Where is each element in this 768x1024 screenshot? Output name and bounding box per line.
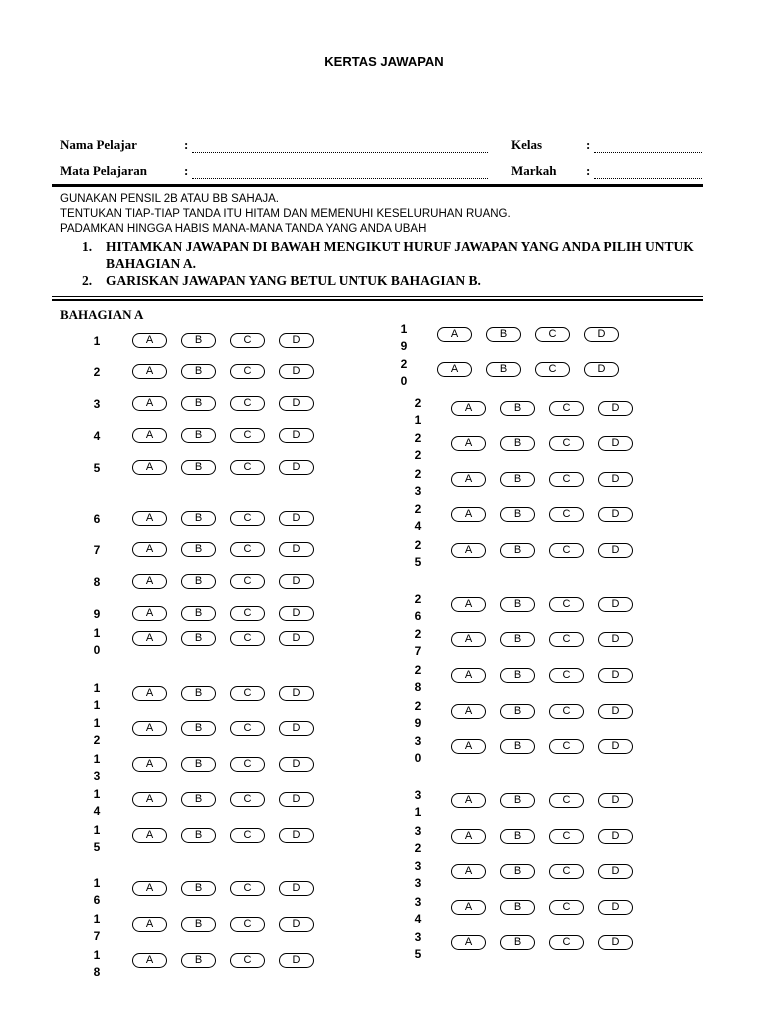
answer-bubble-7-b[interactable]: B xyxy=(181,542,216,557)
answer-bubble-6-d[interactable]: D xyxy=(279,511,314,526)
answer-row-16 xyxy=(132,881,314,896)
answer-bubble-14-a[interactable]: A xyxy=(132,792,167,807)
answer-bubble-24-a[interactable]: A xyxy=(451,507,486,522)
answer-bubble-21-c[interactable]: C xyxy=(549,401,584,416)
answer-bubble-25-a[interactable]: A xyxy=(451,543,486,558)
answer-bubble-10-d[interactable]: D xyxy=(279,631,314,646)
colon: : xyxy=(184,163,189,178)
answer-bubble-8-c[interactable]: C xyxy=(230,574,265,589)
answer-bubble-10-c[interactable]: C xyxy=(230,631,265,646)
answer-row-10 xyxy=(132,631,314,646)
answer-row-2 xyxy=(132,364,314,379)
question-number: 7 xyxy=(93,543,101,557)
answer-row-34 xyxy=(451,900,633,915)
answer-row-28 xyxy=(451,668,633,683)
answer-bubble-11-b[interactable]: B xyxy=(181,686,216,701)
answer-bubble-32-d[interactable]: D xyxy=(598,829,633,844)
answer-bubble-23-b[interactable]: B xyxy=(500,472,535,487)
answer-bubble-34-c[interactable]: C xyxy=(549,900,584,915)
answer-bubble-25-c[interactable]: C xyxy=(549,543,584,558)
answer-bubble-32-b[interactable]: B xyxy=(500,829,535,844)
question-number: 5 xyxy=(93,461,101,475)
answer-bubble-6-b[interactable]: B xyxy=(181,511,216,526)
answer-bubble-21-b[interactable]: B xyxy=(500,401,535,416)
answer-bubble-11-d[interactable]: D xyxy=(279,686,314,701)
answer-row-23 xyxy=(451,472,633,487)
divider xyxy=(52,296,703,297)
answer-bubble-29-a[interactable]: A xyxy=(451,704,486,719)
section-title: BAHAGIAN A xyxy=(60,307,144,322)
answer-bubble-4-b[interactable]: B xyxy=(181,428,216,443)
question-number: 2 6 xyxy=(414,592,422,623)
answer-row-32 xyxy=(451,829,633,844)
answer-bubble-20-d[interactable]: D xyxy=(584,362,619,377)
answer-bubble-15-b[interactable]: B xyxy=(181,828,216,843)
answer-bubble-28-a[interactable]: A xyxy=(451,668,486,683)
answer-bubble-22-a[interactable]: A xyxy=(451,436,486,451)
answer-bubble-30-b[interactable]: B xyxy=(500,739,535,754)
answer-row-19 xyxy=(437,327,619,342)
colon: : xyxy=(586,137,591,152)
answer-row-5 xyxy=(132,460,314,475)
answer-bubble-11-a[interactable]: A xyxy=(132,686,167,701)
answer-bubble-19-c[interactable]: C xyxy=(535,327,570,342)
answer-bubble-20-b[interactable]: B xyxy=(486,362,521,377)
answer-bubble-22-b[interactable]: B xyxy=(500,436,535,451)
answer-bubble-7-c[interactable]: C xyxy=(230,542,265,557)
answer-bubble-2-b[interactable]: B xyxy=(181,364,216,379)
answer-row-8 xyxy=(132,574,314,589)
answer-bubble-18-d[interactable]: D xyxy=(279,953,314,968)
answer-bubble-15-c[interactable]: C xyxy=(230,828,265,843)
answer-bubble-33-d[interactable]: D xyxy=(598,864,633,879)
instruction-line: GUNAKAN PENSIL 2B ATAU BB SAHAJA. xyxy=(60,193,279,205)
answer-bubble-3-a[interactable]: A xyxy=(132,396,167,411)
instruction-line: PADAMKAN HINGGA HABIS MANA-MANA TANDA YANG ANDA UBAH xyxy=(60,223,427,235)
answer-bubble-22-d[interactable]: D xyxy=(598,436,633,451)
question-number: 1 3 xyxy=(93,752,101,783)
answer-row-30 xyxy=(451,739,633,754)
answer-bubble-12-b[interactable]: B xyxy=(181,721,216,736)
answer-bubble-13-b[interactable]: B xyxy=(181,757,216,772)
answer-bubble-27-b[interactable]: B xyxy=(500,632,535,647)
question-number: 1 2 xyxy=(93,716,101,747)
answer-bubble-4-d[interactable]: D xyxy=(279,428,314,443)
answer-row-33 xyxy=(451,864,633,879)
question-number: 2 9 xyxy=(414,699,422,730)
question-number: 1 9 xyxy=(400,322,408,353)
answer-row-25 xyxy=(451,543,633,558)
answer-bubble-24-d[interactable]: D xyxy=(598,507,633,522)
colon: : xyxy=(586,163,591,178)
answer-bubble-33-c[interactable]: C xyxy=(549,864,584,879)
answer-row-26 xyxy=(451,597,633,612)
answer-bubble-16-b[interactable]: B xyxy=(181,881,216,896)
answer-bubble-20-c[interactable]: C xyxy=(535,362,570,377)
answer-bubble-23-d[interactable]: D xyxy=(598,472,633,487)
question-number: 2 7 xyxy=(414,627,422,658)
answer-bubble-1-b[interactable]: B xyxy=(181,333,216,348)
question-number: 2 1 xyxy=(414,396,422,427)
question-number: 2 0 xyxy=(400,357,408,388)
answer-bubble-19-b[interactable]: B xyxy=(486,327,521,342)
answer-row-11 xyxy=(132,686,314,701)
answer-row-22 xyxy=(451,436,633,451)
answer-row-13 xyxy=(132,757,314,772)
answer-bubble-2-c[interactable]: C xyxy=(230,364,265,379)
answer-row-14 xyxy=(132,792,314,807)
answer-bubble-26-d[interactable]: D xyxy=(598,597,633,612)
kelas-label: Kelas xyxy=(511,137,543,152)
answer-row-9 xyxy=(132,606,314,621)
question-number: 1 1 xyxy=(93,681,101,712)
question-number: 1 5 xyxy=(93,823,101,854)
answer-bubble-25-d[interactable]: D xyxy=(598,543,633,558)
answer-bubble-30-c[interactable]: C xyxy=(549,739,584,754)
question-number: 2 3 xyxy=(414,467,422,498)
answer-row-17 xyxy=(132,917,314,932)
answer-bubble-3-d[interactable]: D xyxy=(279,396,314,411)
instruction-item xyxy=(60,238,700,272)
question-number: 2 4 xyxy=(414,502,422,533)
answer-row-24 xyxy=(451,507,633,522)
answer-bubble-3-c[interactable]: C xyxy=(230,396,265,411)
answer-bubble-21-a[interactable]: A xyxy=(451,401,486,416)
answer-bubble-6-a[interactable]: A xyxy=(132,511,167,526)
answer-bubble-19-a[interactable]: A xyxy=(437,327,472,342)
answer-row-3 xyxy=(132,396,314,411)
answer-bubble-24-b[interactable]: B xyxy=(500,507,535,522)
nama-pelajar-field[interactable] xyxy=(192,152,488,153)
answer-bubble-10-b[interactable]: B xyxy=(181,631,216,646)
answer-bubble-14-c[interactable]: C xyxy=(230,792,265,807)
divider xyxy=(52,299,703,301)
answer-bubble-12-c[interactable]: C xyxy=(230,721,265,736)
answer-bubble-1-a[interactable]: A xyxy=(132,333,167,348)
question-number: 1 xyxy=(93,334,101,348)
question-number: 3 xyxy=(93,397,101,411)
answer-bubble-13-a[interactable]: A xyxy=(132,757,167,772)
question-number: 3 3 xyxy=(414,859,422,890)
answer-bubble-5-b[interactable]: B xyxy=(181,460,216,475)
answer-bubble-16-a[interactable]: A xyxy=(132,881,167,896)
instruction-item xyxy=(60,272,700,289)
answer-bubble-29-c[interactable]: C xyxy=(549,704,584,719)
answer-bubble-34-a[interactable]: A xyxy=(451,900,486,915)
answer-bubble-27-a[interactable]: A xyxy=(451,632,486,647)
answer-bubble-28-c[interactable]: C xyxy=(549,668,584,683)
answer-bubble-21-d[interactable]: D xyxy=(598,401,633,416)
answer-bubble-30-d[interactable]: D xyxy=(598,739,633,754)
answer-bubble-18-b[interactable]: B xyxy=(181,953,216,968)
answer-bubble-15-d[interactable]: D xyxy=(279,828,314,843)
answer-bubble-12-d[interactable]: D xyxy=(279,721,314,736)
question-number: 3 4 xyxy=(414,895,422,926)
answer-bubble-35-d[interactable]: D xyxy=(598,935,633,950)
answer-bubble-27-d[interactable]: D xyxy=(598,632,633,647)
answer-bubble-3-b[interactable]: B xyxy=(181,396,216,411)
answer-bubble-13-d[interactable]: D xyxy=(279,757,314,772)
answer-bubble-2-d[interactable]: D xyxy=(279,364,314,379)
answer-bubble-28-b[interactable]: B xyxy=(500,668,535,683)
answer-row-27 xyxy=(451,632,633,647)
answer-row-15 xyxy=(132,828,314,843)
answer-row-21 xyxy=(451,401,633,416)
answer-bubble-1-c[interactable]: C xyxy=(230,333,265,348)
answer-bubble-34-b[interactable]: B xyxy=(500,900,535,915)
instruction-text: HITAMKAN JAWAPAN DI BAWAH MENGIKUT HURUF JAWAPAN YANG ANDA PILIH UNTUK BAHAGIAN A. xyxy=(106,239,694,271)
answer-bubble-5-c[interactable]: C xyxy=(230,460,265,475)
instruction-text: GARISKAN JAWAPAN YANG BETUL UNTUK BAHAGIAN B. xyxy=(106,273,481,288)
answer-bubble-7-d[interactable]: D xyxy=(279,542,314,557)
answer-bubble-20-a[interactable]: A xyxy=(437,362,472,377)
answer-bubble-6-c[interactable]: C xyxy=(230,511,265,526)
answer-bubble-8-d[interactable]: D xyxy=(279,574,314,589)
answer-bubble-4-c[interactable]: C xyxy=(230,428,265,443)
question-number: 4 xyxy=(93,429,101,443)
answer-bubble-31-c[interactable]: C xyxy=(549,793,584,808)
answer-bubble-17-a[interactable]: A xyxy=(132,917,167,932)
question-number: 9 xyxy=(93,607,101,621)
answer-row-18 xyxy=(132,953,314,968)
answer-bubble-29-d[interactable]: D xyxy=(598,704,633,719)
answer-bubble-18-a[interactable]: A xyxy=(132,953,167,968)
answer-bubble-11-c[interactable]: C xyxy=(230,686,265,701)
question-number: 2 8 xyxy=(414,663,422,694)
answer-bubble-26-c[interactable]: C xyxy=(549,597,584,612)
answer-bubble-33-a[interactable]: A xyxy=(451,864,486,879)
question-number: 2 2 xyxy=(414,431,422,462)
question-number: 2 xyxy=(93,365,101,379)
answer-bubble-24-c[interactable]: C xyxy=(549,507,584,522)
question-number: 1 6 xyxy=(93,876,101,907)
answer-bubble-33-b[interactable]: B xyxy=(500,864,535,879)
answer-row-1 xyxy=(132,333,314,348)
answer-bubble-9-d[interactable]: D xyxy=(279,606,314,621)
answer-bubble-16-c[interactable]: C xyxy=(230,881,265,896)
answer-bubble-35-b[interactable]: B xyxy=(500,935,535,950)
answer-bubble-34-d[interactable]: D xyxy=(598,900,633,915)
answer-bubble-35-a[interactable]: A xyxy=(451,935,486,950)
answer-bubble-26-a[interactable]: A xyxy=(451,597,486,612)
answer-bubble-16-d[interactable]: D xyxy=(279,881,314,896)
answer-bubble-23-a[interactable]: A xyxy=(451,472,486,487)
answer-bubble-18-c[interactable]: C xyxy=(230,953,265,968)
answer-bubble-2-a[interactable]: A xyxy=(132,364,167,379)
question-number: 2 5 xyxy=(414,538,422,569)
question-number: 1 0 xyxy=(93,626,101,657)
mata-pelajaran-field[interactable] xyxy=(192,178,488,179)
question-number: 3 0 xyxy=(414,734,422,765)
question-number: 6 xyxy=(93,512,101,526)
answer-bubble-12-a[interactable]: A xyxy=(132,721,167,736)
question-number: 1 8 xyxy=(93,948,101,979)
answer-row-35 xyxy=(451,935,633,950)
answer-bubble-32-c[interactable]: C xyxy=(549,829,584,844)
answer-bubble-9-c[interactable]: C xyxy=(230,606,265,621)
question-number: 3 1 xyxy=(414,788,422,819)
question-number: 1 7 xyxy=(93,912,101,943)
answer-bubble-1-d[interactable]: D xyxy=(279,333,314,348)
answer-bubble-27-c[interactable]: C xyxy=(549,632,584,647)
answer-bubble-17-b[interactable]: B xyxy=(181,917,216,932)
mata-pelajaran-label: Mata Pelajaran xyxy=(60,163,148,178)
nama-pelajar-label: Nama Pelajar xyxy=(60,137,137,152)
answer-row-20 xyxy=(437,362,619,377)
answer-bubble-17-d[interactable]: D xyxy=(279,917,314,932)
answer-row-4 xyxy=(132,428,314,443)
answer-bubble-5-a[interactable]: A xyxy=(132,460,167,475)
answer-bubble-35-c[interactable]: C xyxy=(549,935,584,950)
answer-bubble-25-b[interactable]: B xyxy=(500,543,535,558)
answer-row-29 xyxy=(451,704,633,719)
answer-bubble-13-c[interactable]: C xyxy=(230,757,265,772)
answer-bubble-9-a[interactable]: A xyxy=(132,606,167,621)
question-number: 3 2 xyxy=(414,824,422,855)
answer-bubble-10-a[interactable]: A xyxy=(132,631,167,646)
answer-bubble-26-b[interactable]: B xyxy=(500,597,535,612)
answer-row-12 xyxy=(132,721,314,736)
question-number: 1 4 xyxy=(93,787,101,818)
answer-bubble-17-c[interactable]: C xyxy=(230,917,265,932)
question-number: 8 xyxy=(93,575,101,589)
answer-bubble-8-b[interactable]: B xyxy=(181,574,216,589)
answer-bubble-4-a[interactable]: A xyxy=(132,428,167,443)
answer-row-6 xyxy=(132,511,314,526)
kelas-field[interactable] xyxy=(594,152,702,153)
answer-bubble-14-b[interactable]: B xyxy=(181,792,216,807)
answer-bubble-15-a[interactable]: A xyxy=(132,828,167,843)
answer-bubble-9-b[interactable]: B xyxy=(181,606,216,621)
markah-label: Markah xyxy=(511,163,557,178)
question-number: 3 5 xyxy=(414,930,422,961)
answer-bubble-30-a[interactable]: A xyxy=(451,739,486,754)
answer-bubble-32-a[interactable]: A xyxy=(451,829,486,844)
answer-bubble-31-d[interactable]: D xyxy=(598,793,633,808)
answer-bubble-28-d[interactable]: D xyxy=(598,668,633,683)
markah-field[interactable] xyxy=(594,178,702,179)
answer-bubble-31-a[interactable]: A xyxy=(451,793,486,808)
answer-bubble-29-b[interactable]: B xyxy=(500,704,535,719)
answer-bubble-8-a[interactable]: A xyxy=(132,574,167,589)
answer-bubble-14-d[interactable]: D xyxy=(279,792,314,807)
answer-bubble-23-c[interactable]: C xyxy=(549,472,584,487)
instruction-list xyxy=(60,238,700,289)
answer-bubble-22-c[interactable]: C xyxy=(549,436,584,451)
instruction-number: 2. xyxy=(82,273,93,288)
instruction-line: TENTUKAN TIAP-TIAP TANDA ITU HITAM DAN MEMENUHI KESELURUHAN RUANG. xyxy=(60,208,511,220)
answer-row-7 xyxy=(132,542,314,557)
page-title: KERTAS JAWAPAN xyxy=(324,54,444,69)
colon: : xyxy=(184,137,189,152)
answer-bubble-19-d[interactable]: D xyxy=(584,327,619,342)
answer-bubble-31-b[interactable]: B xyxy=(500,793,535,808)
answer-row-31 xyxy=(451,793,633,808)
answer-bubble-5-d[interactable]: D xyxy=(279,460,314,475)
answer-bubble-7-a[interactable]: A xyxy=(132,542,167,557)
divider xyxy=(52,184,703,187)
instruction-number: 1. xyxy=(82,239,93,254)
